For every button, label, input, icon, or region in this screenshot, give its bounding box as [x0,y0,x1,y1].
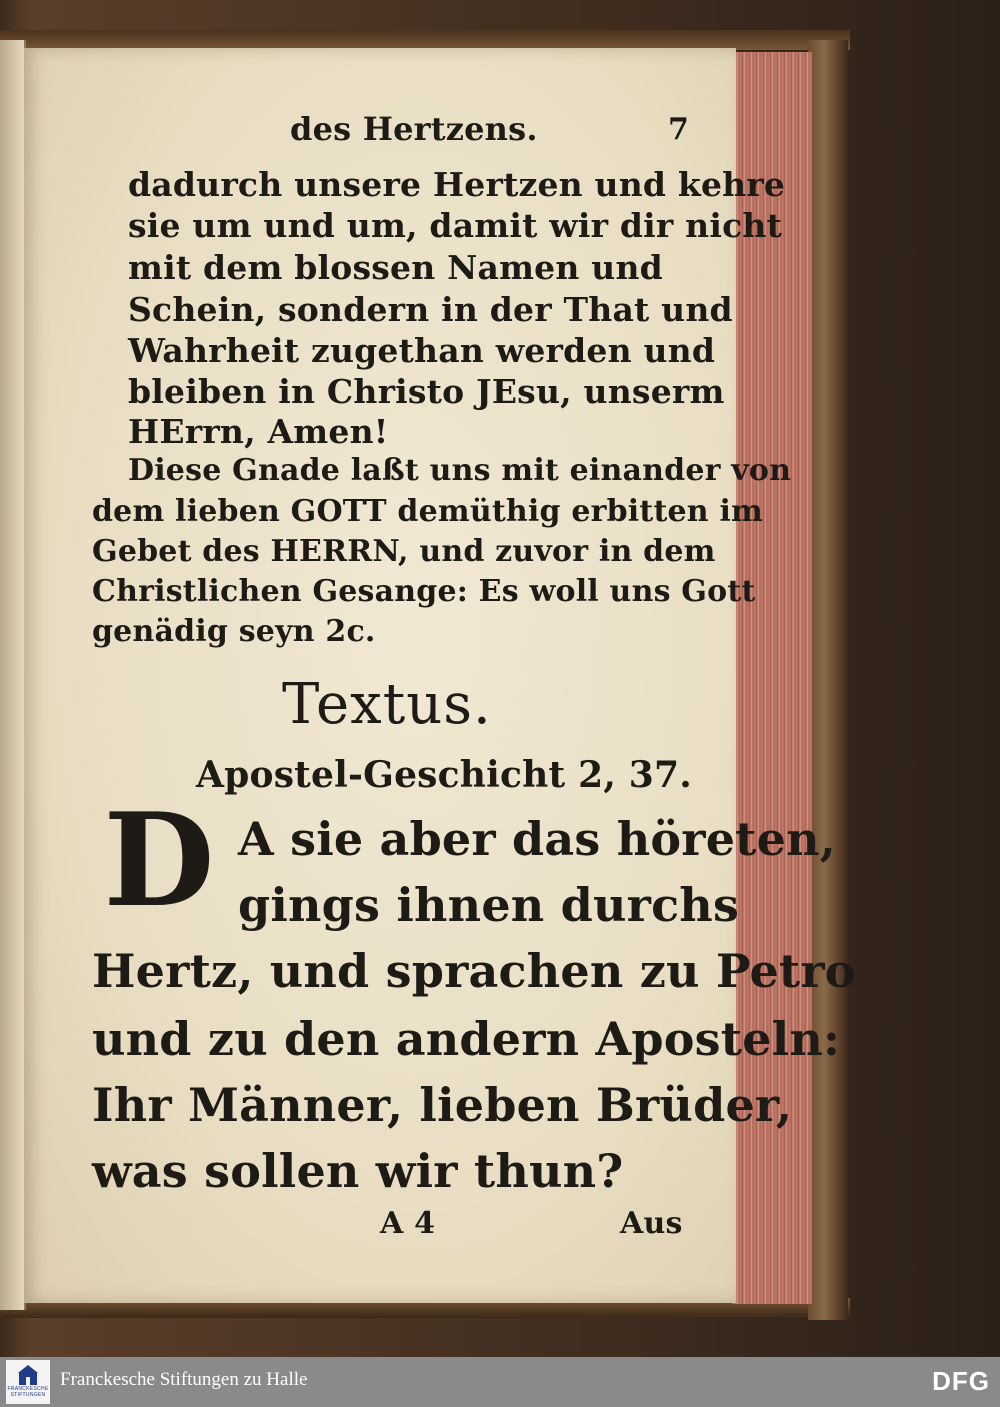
scripture-line-1: A sie aber das höreten, [238,812,836,866]
running-head: des Hertzens. [290,110,538,148]
scripture-line-4: und zu den andern Aposteln: [92,1012,841,1066]
signature-mark: A 4 [380,1206,436,1241]
page-number: 7 [668,112,690,147]
book-cover-top [0,30,850,50]
dfg-logo: DFG [932,1366,990,1396]
book-cover-right [808,40,848,1320]
footer-title: Franckesche Stiftungen zu Halle [60,1369,308,1390]
scripture-line-6: was sollen wir thun? [92,1144,624,1198]
logo-text: FRANCKESCHE STIFTUNGEN [7,1386,49,1398]
text-line-10: Gebet des HERRN, und zuvor in dem [92,534,716,569]
text-line-6: bleiben in Christo JEsu, unserm [128,372,725,411]
scripture-line-2: gings ihnen durchs [238,878,740,932]
left-page-edge [0,40,26,1310]
text-line-7: HErrn, Amen! [128,412,389,451]
scripture-line-5: Ihr Männer, lieben Brüder, [92,1078,793,1132]
decorated-initial: D [103,786,215,936]
text-line-5: Wahrheit zugethan werden und [128,331,716,370]
text-line-2: sie um und um, damit wir dir nicht [128,206,783,245]
catchword: Aus [620,1206,683,1241]
text-line-9: dem lieben GOTT demüthig erbitten im [92,494,763,529]
text-line-8: Diese Gnade laßt uns mit einander von [128,453,792,488]
scripture-reference: Apostel-Geschicht 2, 37. [196,754,693,796]
text-line-12: genädig seyn 2c. [92,614,376,649]
foundation-logo [6,1360,50,1404]
text-line-11: Christlichen Gesange: Es woll uns Gott [92,574,756,609]
text-line-3: mit dem blossen Namen und [128,248,663,287]
text-line-4: Schein, sondern in der That und [128,290,733,329]
scripture-line-3: Hertz, und sprachen zu Petro [92,944,856,998]
building-icon [17,1364,39,1386]
section-heading: Textus. [282,672,492,737]
text-line-1: dadurch unsere Hertzen und kehre [128,165,786,204]
footer-bar [0,1357,1000,1407]
